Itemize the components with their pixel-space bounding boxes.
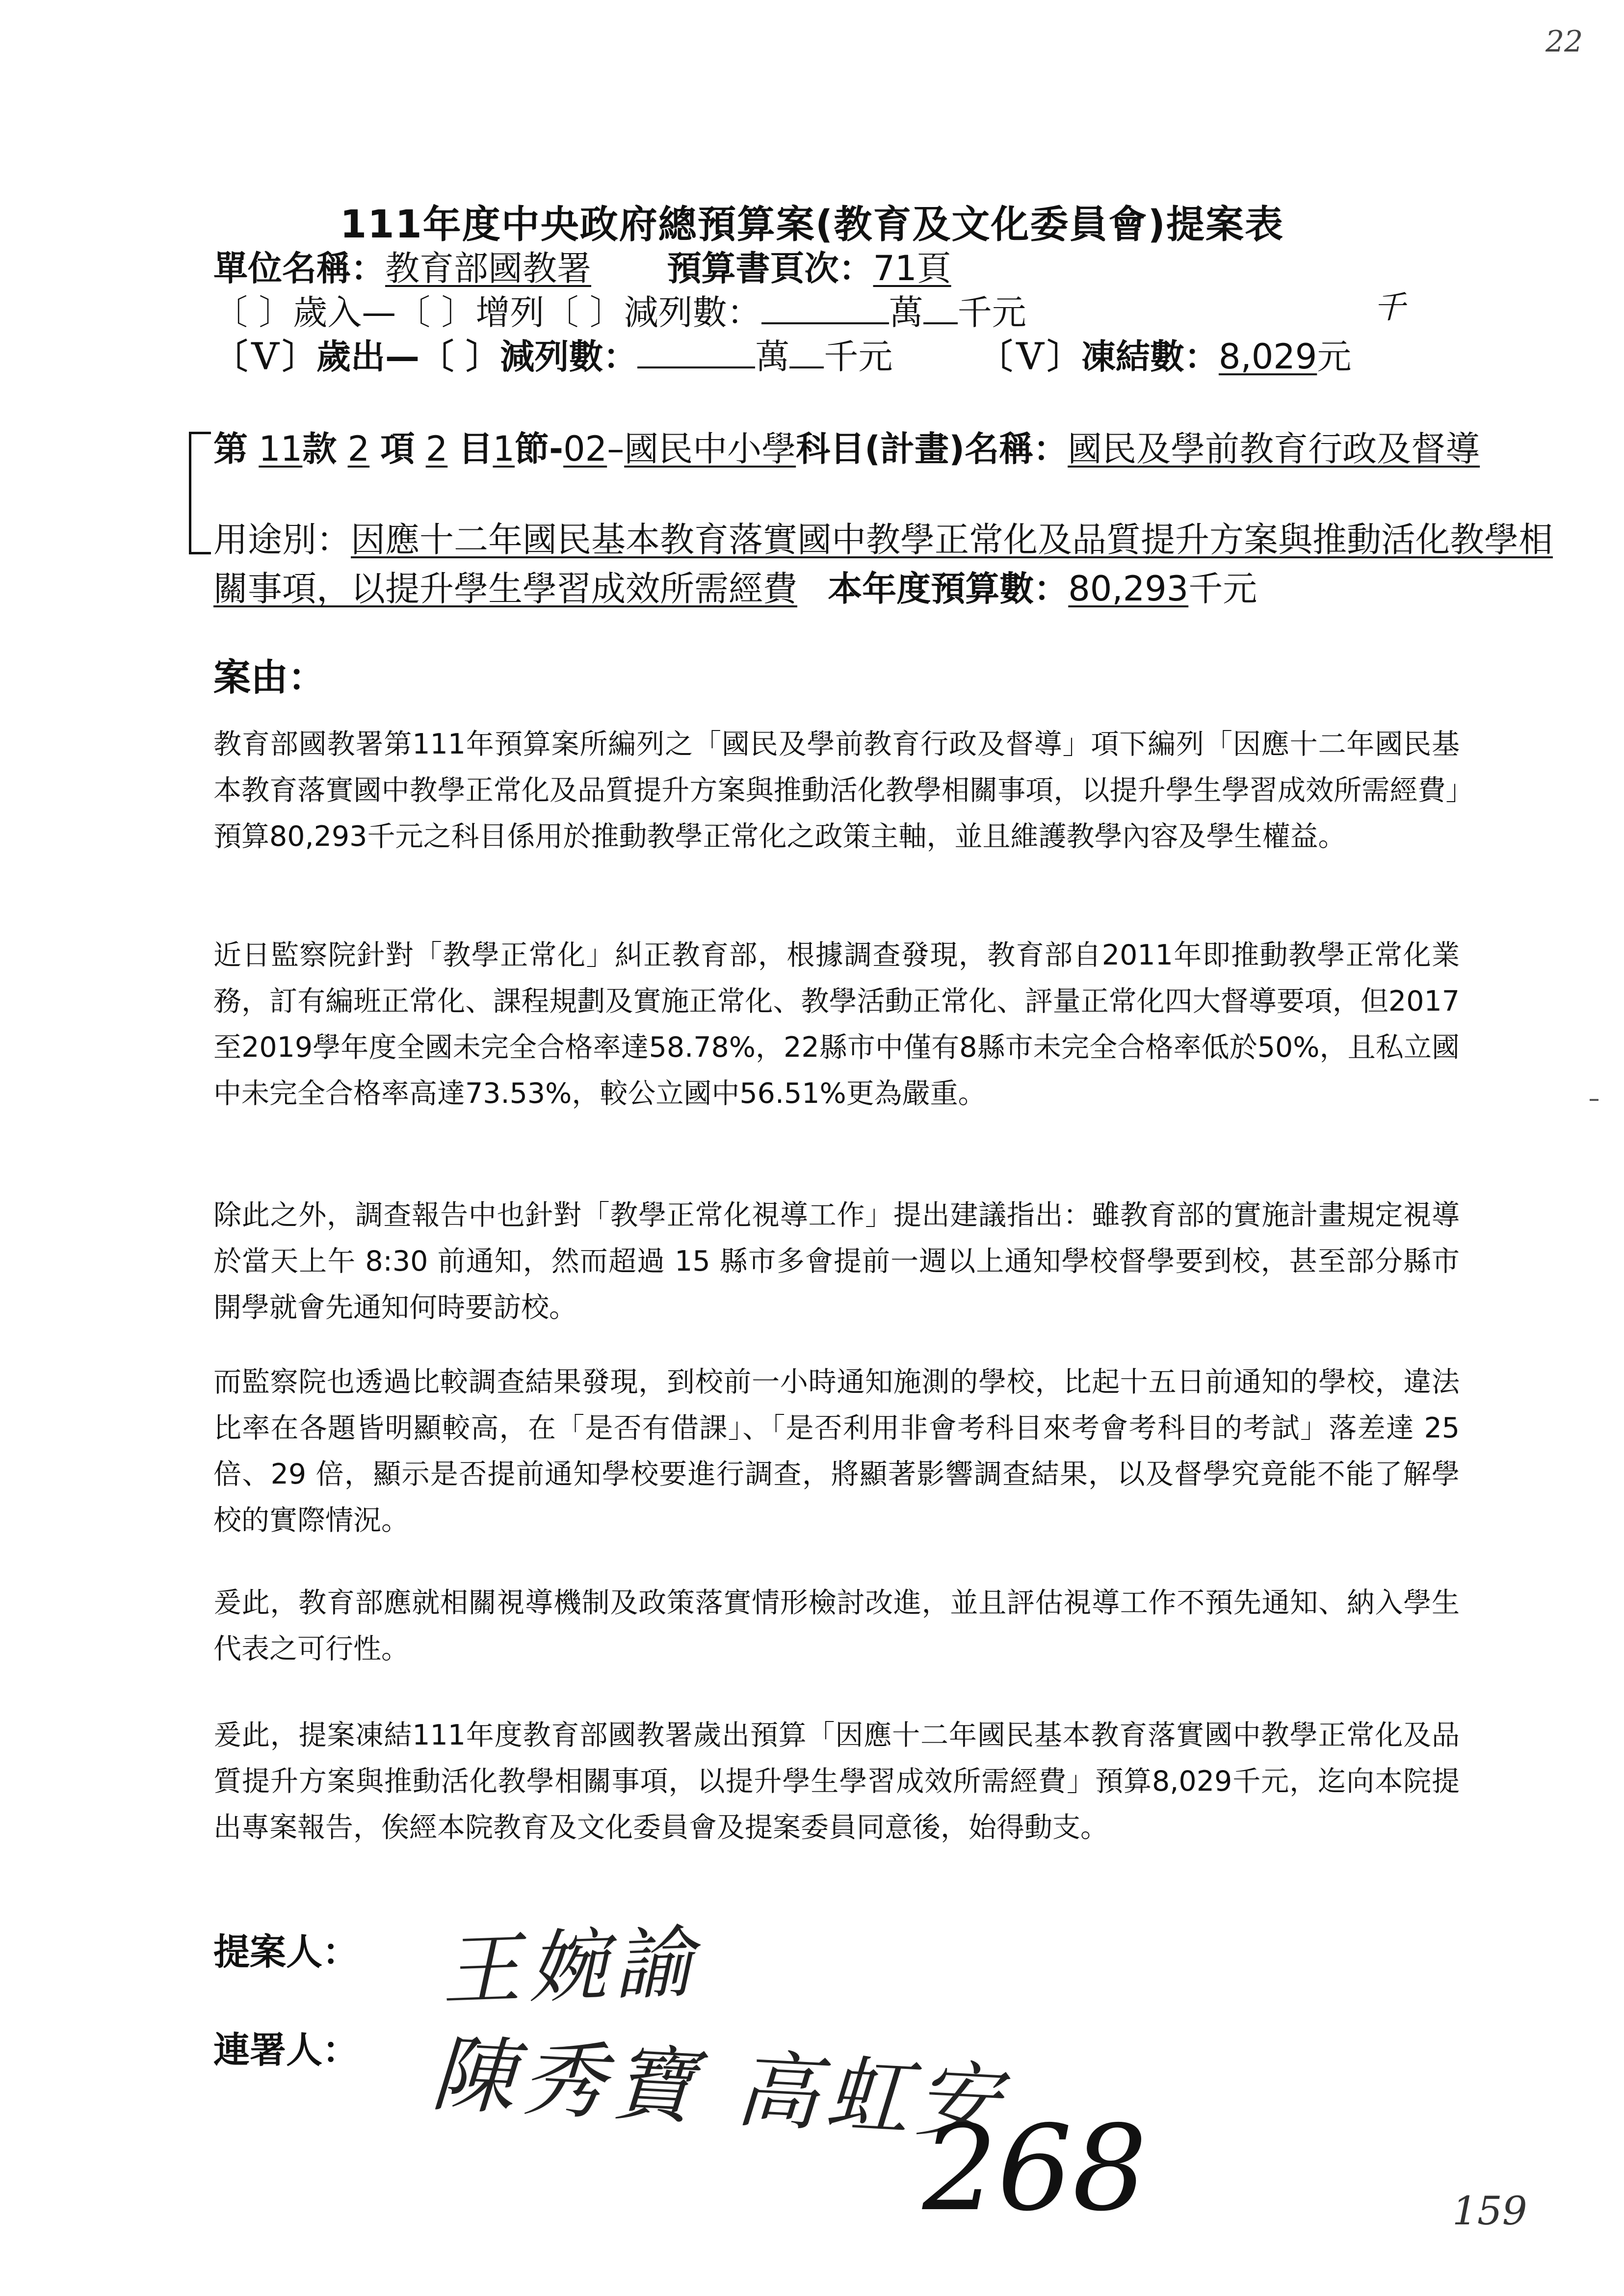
freeze-unit: 元 — [1317, 337, 1352, 377]
reason-paragraph-5: 爰此，教育部應就相關視導機制及政策落實情形檢討改進，並且評估視導工作不預先通知、納入學生代表之可行性。 — [213, 1587, 1460, 1665]
reason-paragraph-2: 近日監察院針對「教學正常化」糾正教育部，根據調查發現，教育部自2011年即推動教學正常化業務，訂有編班正常化、課程規劃及實施正常化、教學活動正常化、評量正常化四大督導要項，但2017至2019學年度全國未完全合格率達58.78%，22縣市中僅有8縣市未完全合格率低於50%，且私立國中未完全合格率高達73.53%，較公立國中56.51%更為嚴重。 — [213, 939, 1460, 1110]
page-value: 71頁 — [873, 248, 951, 288]
revenue-blank-qian — [923, 293, 958, 324]
page-label: 預算書頁次： — [667, 248, 873, 288]
subject-category: 國民中小學 — [624, 429, 796, 469]
reason-paragraph-3: 除此之外，調查報告中也針對「教學正常化視導工作」提出建議指出：雖教育部的實施計畫規定視導於當天上午 8:30 前通知，然而超過 15 縣市多會提前一週以上通知學校督學要到校，甚至部分縣市開學就會先通知何時要訪校。 — [213, 1199, 1460, 1324]
usage-block — [213, 515, 1558, 613]
subject-mu: 2 — [425, 429, 448, 469]
subject-dash: – — [607, 429, 625, 469]
budget-label: 本年度預算數： — [828, 569, 1069, 609]
subject-prefix-4: 目 — [458, 429, 493, 469]
revenue-qian: 千元 — [957, 292, 1026, 333]
subject-kuan: 11 — [259, 429, 303, 469]
subject-jie: 1 — [493, 429, 515, 469]
subject-name-value: 國民及學前教育行政及督導 — [1068, 429, 1480, 469]
subject-block — [213, 424, 1558, 473]
expense-blank-qian — [789, 337, 824, 368]
usage-label: 用途別： — [213, 520, 351, 560]
scan-speck — [1590, 1099, 1598, 1101]
freeze-value: 8,029 — [1218, 337, 1317, 377]
proposer-label: 提案人： — [213, 1931, 359, 1973]
corner-page-number: 22 — [1545, 25, 1583, 59]
expense-qian: 千元 — [824, 337, 893, 377]
unit-value: 教育部國教署 — [385, 248, 591, 288]
cosigner-label: 連署人： — [213, 2029, 359, 2071]
reason-paragraph-4: 而監察院也透過比較調查結果發現，到校前一小時通知施測的學校，比起十五日前通知的學校，違法比率在各題皆明顯較高，在「是否有借課」、「是否利用非會考科目來考會考科目的考試」落差達 25 倍、29 倍，顯示是否提前通知學校要進行調查，將顯著影響調查結果，以及督學究竟能不能了解學校的實際情況。 — [213, 1366, 1460, 1537]
revenue-label: 〔 〕歲入—〔 〕增列〔 〕減列數： — [213, 292, 761, 333]
revenue-blank-wan — [761, 293, 889, 324]
freeze-label: 〔Ｖ〕凍結數： — [978, 337, 1219, 377]
unit-row — [213, 248, 951, 289]
reason-heading: 案由： — [213, 655, 325, 699]
expense-wan: 萬 — [755, 337, 790, 377]
reason-paragraph-6: 爰此，提案凍結111年度教育部國教署歲出預算「因應十二年國民基本教育落實國中教學正常化及品質提升方案與推動活化教學相關事項，以提升學生學習成效所需經費」預算8,029千元，迄向本院提出專案報告，俟經本院教育及文化委員會及提案委員同意後，始得動支。 — [213, 1719, 1460, 1844]
usage-value: 因應十二年國民基本教育落實國中教學正常化及品質提升方案與推動活化教學相關事項，以提升學生學習成效所需經費 — [213, 520, 1553, 609]
reason-paragraph-1: 教育部國教署第111年預算案所編列之「國民及學前教育行政及督導」項下編列「因應十二年國民基本教育落實國中教學正常化及品質提升方案與推動活化教學相關事項，以提升學生學習成效所需經費」預算80,293千元之科目係用於推動教學正常化之政策主軸，並且維護教學內容及學生權益。 — [213, 728, 1460, 853]
unit-label: 單位名稱： — [213, 248, 385, 288]
revenue-wan: 萬 — [889, 292, 923, 333]
budget-value: 80,293 — [1068, 569, 1189, 609]
handwritten-number-268: 268 — [922, 2100, 1148, 2237]
budget-unit: 千元 — [1188, 569, 1257, 609]
subject-xiang: 2 — [347, 429, 370, 469]
cosigner-signature: 陳秀寶 高虹安 — [429, 2025, 1009, 2153]
subject-prefix-5: 節- — [515, 429, 564, 469]
subject-prefix-3: 項 — [380, 429, 415, 469]
revenue-row — [213, 292, 1026, 333]
subject-prefix-2: 款 — [302, 429, 337, 469]
title-text: 111年度中央政府總預算案(教育及文化委員會)提案表 — [340, 203, 1284, 247]
subject-code: 02 — [563, 429, 607, 469]
proposer-signature: 王婉諭 — [440, 1916, 703, 2017]
expense-blank-wan — [637, 337, 755, 368]
handwritten-page-number: 159 — [1452, 2188, 1527, 2234]
page-title — [0, 194, 1624, 249]
left-bracket — [189, 432, 211, 554]
subject-prefix-1: 第 — [213, 429, 248, 469]
expense-label: 〔Ｖ〕歲出—〔 〕減列數： — [213, 337, 638, 377]
handwritten-annotation: 千 — [1374, 289, 1405, 326]
expense-row — [213, 336, 1351, 377]
subject-name-label: 科目(計畫)名稱： — [796, 429, 1068, 469]
